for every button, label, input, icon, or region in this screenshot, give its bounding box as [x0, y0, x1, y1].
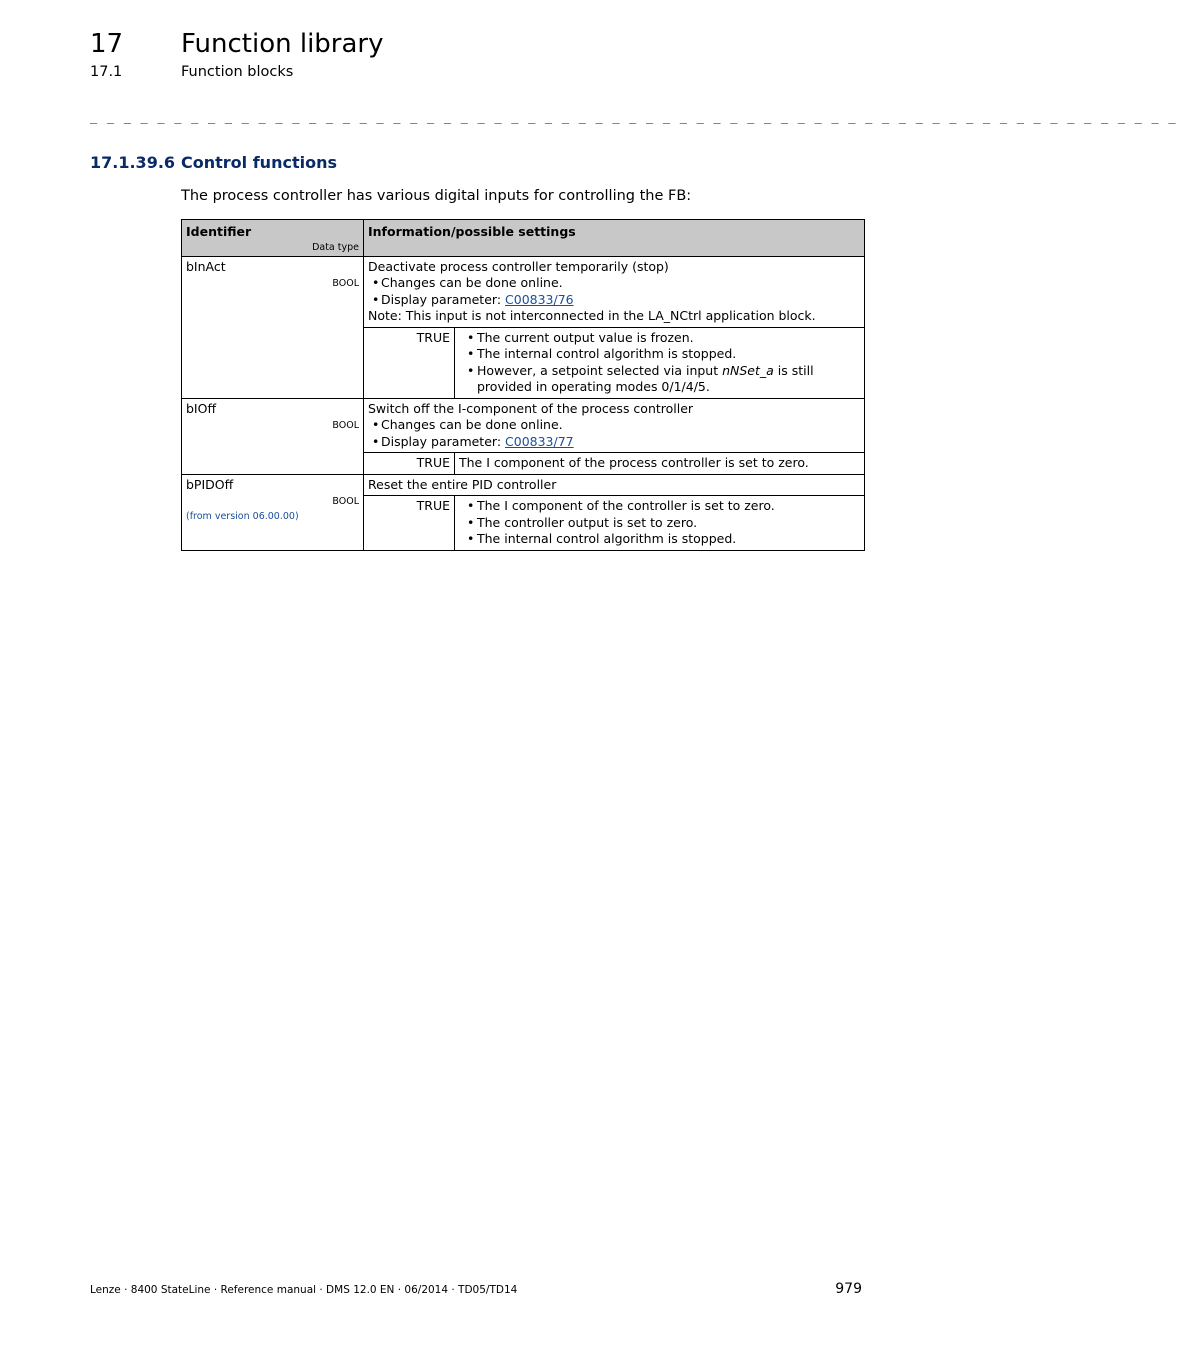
chapter-number: 17 [90, 29, 124, 59]
list-item: • Changes can be done online. [368, 417, 860, 434]
info-note: Note: This input is not interconnected in the LA_NCtrl application block. [368, 308, 816, 323]
value-cell: TRUE [364, 496, 455, 551]
display-param-prefix: Display parameter: [381, 291, 506, 307]
value-cell: TRUE [364, 453, 455, 475]
value-info-cell [455, 327, 865, 398]
page-number: 979 [835, 1281, 862, 1297]
list-item [368, 292, 860, 309]
text-span: However, a setpoint selected via input [477, 362, 723, 378]
control-functions-table [181, 219, 865, 551]
list-item [459, 363, 860, 396]
info-cell [364, 256, 865, 327]
list-item [368, 434, 860, 451]
info-cell [364, 398, 865, 453]
header-info: Information/possible settings [364, 220, 865, 257]
value-bullets [459, 330, 860, 396]
list-item: • The internal control algorithm is stopped. [459, 346, 860, 363]
display-param-prefix: Display parameter: [381, 433, 506, 449]
heading-number: 17.1.39.6 [90, 153, 176, 172]
data-type: BOOL [332, 420, 359, 431]
value-info-cell [455, 496, 865, 551]
identifier-cell [182, 474, 364, 550]
list-item: • Changes can be done online. [368, 275, 860, 292]
list-item: • The I component of the controller is set to zero. [459, 498, 860, 515]
value-info-cell: The I component of the process controller is set to zero. [455, 453, 865, 475]
value-bullets [459, 498, 860, 548]
table-header-row [182, 220, 865, 257]
section-title: Function blocks [181, 64, 294, 80]
heading-title: Control functions [181, 153, 337, 172]
info-description: Deactivate process controller temporarily (stop) [368, 258, 669, 274]
identifier-name: bInAct [186, 258, 226, 274]
header-separator: _ _ _ _ _ _ _ _ _ _ _ _ _ _ _ _ _ _ _ _ _ _ _ _ _ _ _ _ _ _ _ _ _ _ _ _ _ _ _ _ _ _ _ _ _ _ _ _ _ _ _ _ _ _ _ _ _ _ _ _ _ _ _ _ _ [90, 110, 1177, 124]
version-note: (from version 06.00.00) [186, 511, 299, 522]
list-item: • The controller output is set to zero. [459, 515, 860, 532]
info-description: Reset the entire PID controller [368, 476, 557, 492]
identifier-cell [182, 398, 364, 474]
identifier-name: bPIDOff [186, 476, 234, 492]
identifier-name: bIOff [186, 400, 217, 416]
header-identifier-label: Identifier [186, 224, 252, 239]
input-name: nNSet_a [722, 362, 774, 378]
section-number: 17.1 [90, 64, 123, 80]
chapter-title: Function library [181, 29, 384, 59]
info-bullets [368, 275, 860, 308]
data-type: BOOL [332, 278, 359, 289]
intro-paragraph: The process controller has various digital inputs for controlling the FB: [181, 188, 692, 204]
table-row [182, 398, 865, 453]
info-description: Switch off the I-component of the process controller [368, 400, 694, 416]
table-row [182, 474, 865, 496]
identifier-cell [182, 256, 364, 398]
info-bullets [368, 417, 860, 450]
header-datatype-label: Data type [312, 241, 359, 253]
list-item: • The internal control algorithm is stopped. [459, 531, 860, 548]
text-span: is still provided in operating modes 0/1/4/5. [477, 362, 814, 394]
parameter-link[interactable]: C00833/76 [505, 291, 574, 307]
list-item: • The current output value is frozen. [459, 330, 860, 347]
header-identifier [182, 220, 364, 257]
data-type: BOOL [332, 496, 359, 507]
info-cell [364, 474, 865, 496]
footer-text: Lenze · 8400 StateLine · Reference manual · DMS 12.0 EN · 06/2014 · TD05/TD14 [90, 1284, 518, 1296]
parameter-link[interactable]: C00833/77 [505, 433, 574, 449]
table-row [182, 256, 865, 327]
value-cell: TRUE [364, 327, 455, 398]
